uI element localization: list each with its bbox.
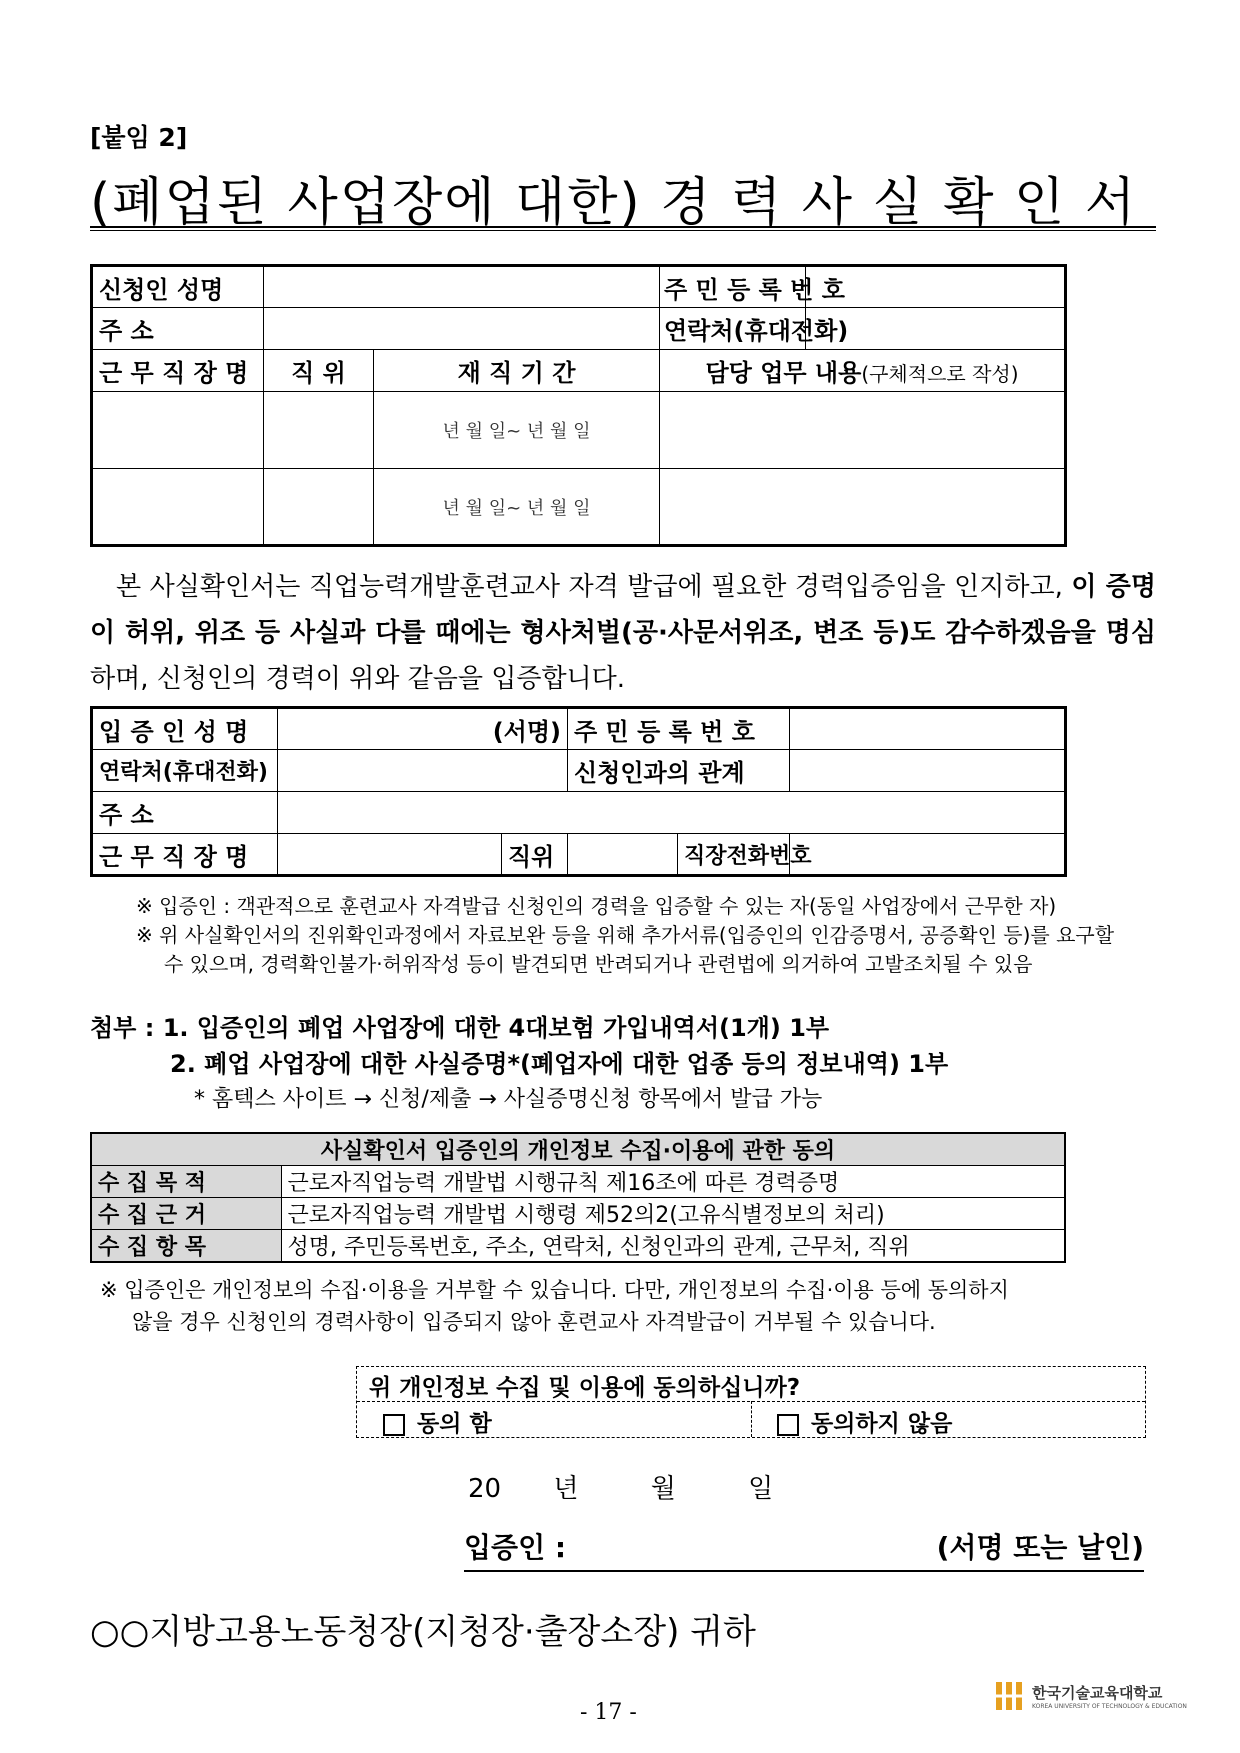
witness-workplace-field[interactable]	[278, 834, 502, 876]
consent-question-box	[356, 1366, 1146, 1438]
period-field-2[interactable]: 년 월 일~ 년 월 일	[374, 469, 660, 546]
witness-signature-label: 입증인 :	[464, 1531, 567, 1564]
disagree-checkbox-square[interactable]	[777, 1414, 799, 1436]
attachment-label: [붙임 2]	[90, 123, 188, 152]
logo-text-block	[1032, 1682, 1187, 1710]
consent-table	[90, 1132, 1066, 1263]
witness-relation-field[interactable]	[790, 750, 1066, 792]
agree-checkbox[interactable]	[383, 1405, 492, 1438]
witness-position-label: 직위	[502, 834, 568, 876]
notes	[136, 892, 1146, 979]
attachments	[90, 1010, 1160, 1118]
witness-signature-line[interactable]	[464, 1526, 1144, 1572]
date-line	[468, 1468, 773, 1505]
university-logo	[990, 1678, 1187, 1714]
witness-table	[90, 706, 1067, 877]
applicant-rrn-label: 주 민 등 록 번 호	[660, 266, 806, 308]
logo-subtitle: KOREA UNIVERSITY OF TECHNOLOGY & EDUCATION	[1032, 1703, 1187, 1710]
attachments-label: 첨부 :	[90, 1014, 155, 1042]
attachment-item-1: 1. 입증인의 폐업 사업장에 대한 4대보험 가입내역서(1개) 1부	[162, 1014, 830, 1042]
witness-name-label: 입 증 인 성 명	[92, 708, 278, 750]
date-year-prefix: 20	[468, 1474, 502, 1504]
workplace-field-1[interactable]	[92, 392, 264, 469]
witness-address-label: 주 소	[92, 792, 278, 834]
date-year: 년	[553, 1474, 579, 1504]
applicant-name-field[interactable]	[264, 266, 660, 308]
consent-note-2: 않을 경우 신청인의 경력사항이 입증되지 않아 훈련교사 자격발급이 거부될 수 있습니다.	[132, 1310, 936, 1334]
statement-part3: 하며, 신청인의 경력이 위와 같음을 입증합니다.	[90, 664, 626, 694]
duty-field-2[interactable]	[660, 469, 1066, 546]
witness-sign-label: (서명)	[492, 717, 561, 746]
duty-label-cell	[660, 350, 1066, 392]
witness-relation-label: 신청인과의 관계	[568, 750, 790, 792]
statement-paragraph	[90, 564, 1156, 702]
agree-checkbox-square[interactable]	[383, 1414, 405, 1436]
witness-signature-suffix: (서명 또는 날인)	[936, 1531, 1144, 1564]
attachment-item-1-row	[90, 1010, 1160, 1046]
attachment-item-2: 2. 폐업 사업장에 대한 사실증명*(폐업자에 대한 업종 등의 정보내역) 1부	[170, 1050, 949, 1078]
document-title: (폐업된 사업장에 대한) 경 력 사 실 확 인 서	[90, 173, 1138, 233]
witness-phone-field[interactable]	[790, 834, 1066, 876]
consent-row-label-purpose: 수 집 목 적	[91, 1166, 281, 1198]
statement-part2: 이 증명이 허위, 위조 등 사실과 다를 때에는 형사처벌(공·사문서위조, 변조 등)도 감수하겠음을 명심	[90, 572, 1156, 648]
position-field-2[interactable]	[264, 469, 374, 546]
disagree-checkbox[interactable]	[777, 1405, 952, 1438]
applicant-contact-label: 연락처(휴대전화)	[660, 308, 806, 350]
date-day: 일	[748, 1474, 774, 1504]
consent-note-1: ※ 입증인은 개인정보의 수집·이용을 거부할 수 있습니다. 다만, 개인정보의 수집·이용 등에 동의하지	[100, 1278, 1009, 1302]
disagree-label: 동의하지 않음	[811, 1411, 953, 1437]
duty-field-1[interactable]	[660, 392, 1066, 469]
consent-row-label-items: 수 집 항 목	[91, 1230, 281, 1263]
witness-rrn-label: 주 민 등 록 번 호	[568, 708, 790, 750]
note-line-1: ※ 입증인 : 객관적으로 훈련교사 자격발급 신청인의 경력을 입증할 수 있는 자(동일 사업장에서 근무한 자)	[136, 894, 1057, 918]
position-label: 직 위	[264, 350, 374, 392]
witness-contact-label: 연락처(휴대전화)	[92, 750, 278, 792]
date-month: 월	[650, 1474, 676, 1504]
duty-note: (구체적으로 작성)	[861, 362, 1019, 386]
witness-workplace-label: 근 무 직 장 명	[92, 834, 278, 876]
note-line-3: 수 있으며, 경력확인불가·허위작성 등이 발견되면 반려되거나 관련법에 의거하여 고발조치될 수 있음	[164, 952, 1033, 976]
duty-label: 담당 업무 내용	[705, 359, 862, 387]
addressee: ○○지방고용노동청장(지청장·출장소장) 귀하	[90, 1612, 756, 1652]
attachment-item-2-note: * 홈텍스 사이트 → 신청/제출 → 사실증명신청 항목에서 발급 가능	[194, 1087, 823, 1112]
consent-row-value-items: 성명, 주민등록번호, 주소, 연락처, 신청인과의 관계, 근무처, 직위	[281, 1230, 1065, 1263]
consent-row-value-basis: 근로자직업능력 개발법 시행령 제52의2(고유식별정보의 처리)	[281, 1198, 1065, 1230]
period-label: 재 직 기 간	[374, 350, 660, 392]
logo-name: 한국기술교육대학교	[1032, 1684, 1163, 1702]
applicant-table	[90, 264, 1067, 547]
position-field-1[interactable]	[264, 392, 374, 469]
witness-position-field[interactable]	[568, 834, 678, 876]
title-underline	[90, 226, 1156, 231]
workplace-label: 근 무 직 장 명	[92, 350, 264, 392]
statement-part1: 본 사실확인서는 직업능력개발훈련교사 자격 발급에 필요한 경력입증임을 인지하고,	[116, 572, 1072, 602]
page-number: - 17 -	[580, 1700, 637, 1725]
witness-phone-label: 직장전화번호	[678, 834, 790, 876]
witness-contact-field[interactable]	[278, 750, 568, 792]
consent-row-label-basis: 수 집 근 거	[91, 1198, 281, 1230]
consent-question: 위 개인정보 수집 및 이용에 동의하십니까?	[369, 1375, 801, 1401]
applicant-address-field[interactable]	[264, 308, 660, 350]
university-emblem-icon	[990, 1678, 1026, 1714]
witness-name-field[interactable]	[278, 708, 568, 750]
consent-row-value-purpose: 근로자직업능력 개발법 시행규칙 제16조에 따른 경력증명	[281, 1166, 1065, 1198]
consent-notes	[100, 1274, 1100, 1338]
agree-label: 동의 함	[417, 1411, 492, 1437]
period-field-1[interactable]: 년 월 일~ 년 월 일	[374, 392, 660, 469]
workplace-field-2[interactable]	[92, 469, 264, 546]
applicant-address-label: 주 소	[92, 308, 264, 350]
witness-rrn-field[interactable]	[790, 708, 1066, 750]
note-line-2: ※ 위 사실확인서의 진위확인과정에서 자료보완 등을 위해 추가서류(입증인의 인감증명서, 공증확인 등)를 요구할	[136, 923, 1115, 947]
applicant-name-label: 신청인 성명	[92, 266, 264, 308]
witness-address-field[interactable]	[278, 792, 1066, 834]
consent-header: 사실확인서 입증인의 개인정보 수집·이용에 관한 동의	[91, 1133, 1065, 1166]
